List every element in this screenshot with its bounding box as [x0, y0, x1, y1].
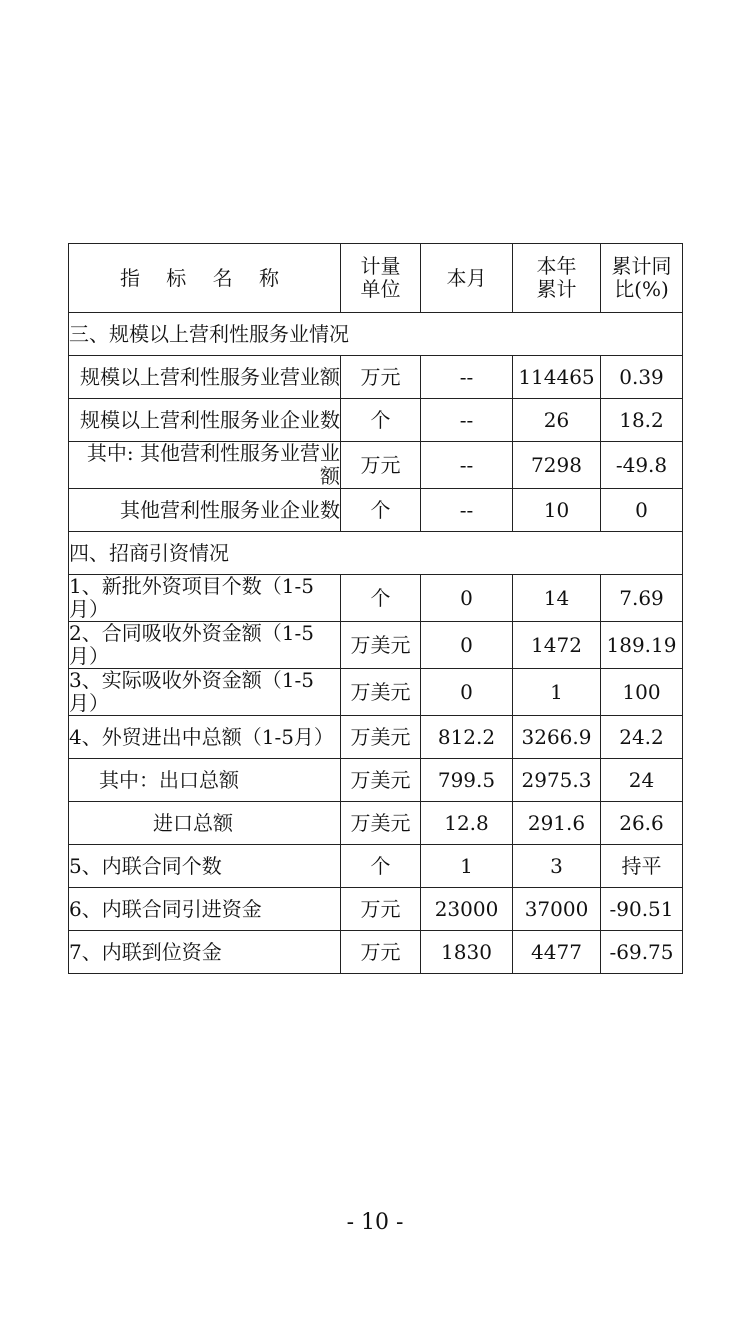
row-month: 0 [421, 669, 513, 716]
row-name: 2、合同吸收外资金额（1-5月） [69, 622, 341, 669]
header-unit: 计量 单位 [341, 244, 421, 313]
row-yoy: -69.75 [601, 931, 683, 974]
row-name: 进口总额 [69, 802, 341, 845]
row-unit: 万元 [341, 888, 421, 931]
row-yoy: 7.69 [601, 575, 683, 622]
header-row [69, 244, 683, 313]
row-unit: 万元 [341, 356, 421, 399]
row-yoy: -49.8 [601, 442, 683, 489]
row-name: 其中: 其他营利性服务业营业额 [69, 442, 341, 489]
row-month: 0 [421, 622, 513, 669]
table-row [69, 442, 683, 489]
statistics-table [68, 243, 683, 974]
row-name: 其中：出口总额 [69, 759, 341, 802]
row-month: 0 [421, 575, 513, 622]
row-yoy: 26.6 [601, 802, 683, 845]
row-name: 1、新批外资项目个数（1-5月） [69, 575, 341, 622]
row-ytd: 7298 [513, 442, 601, 489]
row-ytd: 114465 [513, 356, 601, 399]
table-row [69, 489, 683, 532]
table-row [69, 845, 683, 888]
row-yoy: 18.2 [601, 399, 683, 442]
row-month: -- [421, 489, 513, 532]
row-unit: 个 [341, 489, 421, 532]
row-name: 规模以上营利性服务业企业数 [69, 399, 341, 442]
section-title-services: 三、规模以上营利性服务业情况 [69, 313, 683, 356]
header-indicator-name: 指 标 名 称 [69, 244, 341, 313]
table-row [69, 802, 683, 845]
section-row [69, 313, 683, 356]
row-ytd: 291.6 [513, 802, 601, 845]
row-yoy: -90.51 [601, 888, 683, 931]
row-name: 6、内联合同引进资金 [69, 888, 341, 931]
row-yoy: 持平 [601, 845, 683, 888]
row-month: 23000 [421, 888, 513, 931]
row-unit: 个 [341, 575, 421, 622]
header-yoy: 累计同 比(%) [601, 244, 683, 313]
row-ytd: 10 [513, 489, 601, 532]
row-ytd: 14 [513, 575, 601, 622]
row-unit: 万美元 [341, 759, 421, 802]
row-ytd: 37000 [513, 888, 601, 931]
row-unit: 万美元 [341, 622, 421, 669]
row-month: -- [421, 356, 513, 399]
row-unit: 万美元 [341, 669, 421, 716]
section-title-investment: 四、招商引资情况 [69, 532, 683, 575]
row-unit: 万美元 [341, 716, 421, 759]
row-name: 其他营利性服务业企业数 [69, 489, 341, 532]
row-name: 5、内联合同个数 [69, 845, 341, 888]
row-ytd: 2975.3 [513, 759, 601, 802]
row-ytd: 3266.9 [513, 716, 601, 759]
table-row [69, 888, 683, 931]
row-unit: 万元 [341, 931, 421, 974]
row-name: 4、外贸进出中总额（1-5月） [69, 716, 341, 759]
row-month: 1830 [421, 931, 513, 974]
row-unit: 万元 [341, 442, 421, 489]
row-yoy: 189.19 [601, 622, 683, 669]
table-row [69, 759, 683, 802]
row-ytd: 4477 [513, 931, 601, 974]
row-month: 799.5 [421, 759, 513, 802]
row-unit: 个 [341, 845, 421, 888]
row-ytd: 1472 [513, 622, 601, 669]
row-month: 1 [421, 845, 513, 888]
row-unit: 万美元 [341, 802, 421, 845]
row-month: -- [421, 442, 513, 489]
row-unit: 个 [341, 399, 421, 442]
row-ytd: 26 [513, 399, 601, 442]
header-ytd: 本年 累计 [513, 244, 601, 313]
header-month: 本月 [421, 244, 513, 313]
table-row [69, 356, 683, 399]
page-number: - 10 - [346, 1210, 404, 1235]
row-yoy: 0 [601, 489, 683, 532]
table-row [69, 399, 683, 442]
section-row [69, 532, 683, 575]
row-ytd: 1 [513, 669, 601, 716]
row-yoy: 24 [601, 759, 683, 802]
row-ytd: 3 [513, 845, 601, 888]
row-yoy: 100 [601, 669, 683, 716]
row-name: 规模以上营利性服务业营业额 [69, 356, 341, 399]
row-month: 812.2 [421, 716, 513, 759]
row-month: -- [421, 399, 513, 442]
table-row [69, 575, 683, 622]
table-row [69, 931, 683, 974]
row-name: 3、实际吸收外资金额（1-5月） [69, 669, 341, 716]
row-yoy: 0.39 [601, 356, 683, 399]
row-yoy: 24.2 [601, 716, 683, 759]
table-row [69, 669, 683, 716]
row-month: 12.8 [421, 802, 513, 845]
row-name: 7、内联到位资金 [69, 931, 341, 974]
table-row [69, 622, 683, 669]
table-row [69, 716, 683, 759]
